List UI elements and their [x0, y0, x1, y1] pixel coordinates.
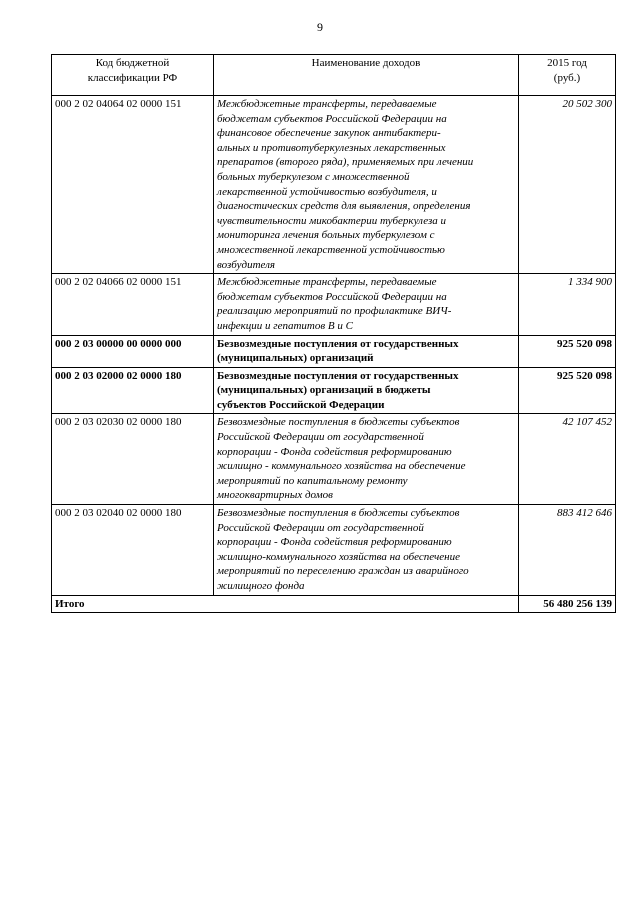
- row-name-line: Безвозмездные поступления в бюджеты субъектов: [217, 416, 460, 429]
- row-name: [214, 96, 519, 274]
- header-amount-line2: (руб.): [553, 72, 581, 84]
- row-name-line: альных и противотуберкулезных лекарственных: [217, 141, 446, 154]
- row-code: 000 2 03 00000 00 0000 000: [52, 335, 214, 367]
- row-name-line: жилищно - коммунального хозяйства на обеспечение: [217, 460, 466, 473]
- revenue-table: [51, 54, 616, 613]
- row-name-line: мероприятий по переселению граждан из аварийного: [217, 565, 469, 578]
- row-name-line: Межбюджетные трансферты, передаваемые: [217, 98, 437, 110]
- row-name-line: жилищного фонда: [217, 580, 305, 592]
- row-name-line: (муниципальных) организаций в бюджеты: [217, 384, 431, 397]
- row-amount: 42 107 452: [519, 414, 616, 505]
- row-amount: 883 412 646: [519, 505, 616, 596]
- row-code: 000 2 03 02040 02 0000 180: [52, 505, 214, 596]
- row-name-line: мероприятий по капитальному ремонту: [217, 474, 408, 487]
- row-code: 000 2 03 02000 02 0000 180: [52, 367, 214, 414]
- row-name-line: финансовое обеспечение закупок антибактери-: [217, 127, 441, 140]
- row-name-line: Безвозмездные поступления в бюджеты субъектов: [217, 507, 460, 520]
- row-name-line: возбудителя: [217, 258, 276, 271]
- total-row: [52, 595, 616, 613]
- row-name-line: множественной лекарственной устойчивостью: [217, 243, 445, 256]
- table-row: [52, 335, 616, 367]
- row-code: 000 2 03 02030 02 0000 180: [52, 414, 214, 505]
- row-name: [214, 505, 519, 596]
- row-name: [214, 414, 519, 505]
- table-row: [52, 505, 616, 596]
- row-amount: 925 520 098: [519, 335, 616, 367]
- row-name-line: лекарственной устойчивостью возбудителя, и: [217, 185, 437, 198]
- row-amount: 20 502 300: [519, 96, 616, 274]
- table-row: [52, 414, 616, 505]
- row-name-line: многоквартирных домов: [217, 489, 333, 502]
- row-name-line: больных туберкулезом с множественной: [217, 170, 410, 183]
- row-name-line: Безвозмездные поступления от государственных: [217, 337, 459, 350]
- table-row: [52, 274, 616, 335]
- row-name-line: диагностических средств для выявления, определения: [217, 200, 471, 213]
- table-header-row: [52, 55, 616, 96]
- header-name: Наименование доходов: [214, 55, 519, 96]
- row-name-line: бюджетам субъектов Российской Федерации на: [217, 112, 447, 125]
- header-amount: [519, 55, 616, 96]
- row-amount: 1 334 900: [519, 274, 616, 335]
- header-amount-line1: 2015 год: [547, 57, 587, 69]
- row-name-line: мониторинга лечения больных туберкулезом с: [217, 229, 435, 242]
- row-name-line: жилищно-коммунального хозяйства на обеспечение: [217, 550, 461, 563]
- row-name-line: препаратов (второго ряда), применяемых при лечении: [217, 156, 474, 169]
- row-name-line: Безвозмездные поступления от государственных: [217, 369, 459, 382]
- row-name-line: реализацию мероприятий по профилактике ВИЧ-: [217, 305, 452, 318]
- row-code: 000 2 02 04064 02 0000 151: [52, 96, 214, 274]
- row-name-line: бюджетам субъектов Российской Федерации на: [217, 290, 447, 303]
- row-name: [214, 335, 519, 367]
- total-amount: 56 480 256 139: [519, 595, 616, 613]
- table-row: [52, 96, 616, 274]
- row-name: [214, 367, 519, 414]
- row-name-line: инфекции и гепатитов В и С: [217, 319, 353, 332]
- row-name-line: (муниципальных) организаций: [217, 352, 374, 365]
- row-name-line: корпорации - Фонда содействия реформированию: [217, 536, 452, 549]
- header-code: [52, 55, 214, 96]
- row-name-line: Российской Федерации от государственной: [217, 431, 424, 444]
- row-name-line: субъектов Российской Федерации: [217, 398, 385, 411]
- row-name-line: чувствительности микобактерии туберкулеза и: [217, 214, 447, 227]
- table-row: [52, 367, 616, 414]
- header-code-line2: классификации РФ: [87, 72, 178, 84]
- total-label: Итого: [52, 595, 519, 613]
- page-number: 9: [317, 20, 323, 34]
- row-name-line: Российской Федерации от государственной: [217, 521, 424, 534]
- row-name-line: Межбюджетные трансферты, передаваемые: [217, 276, 437, 289]
- row-name-line: корпорации - Фонда содействия реформированию: [217, 445, 452, 458]
- row-code: 000 2 02 04066 02 0000 151: [52, 274, 214, 335]
- row-name: [214, 274, 519, 335]
- header-code-line1: Код бюджетной: [95, 57, 170, 69]
- row-amount: 925 520 098: [519, 367, 616, 414]
